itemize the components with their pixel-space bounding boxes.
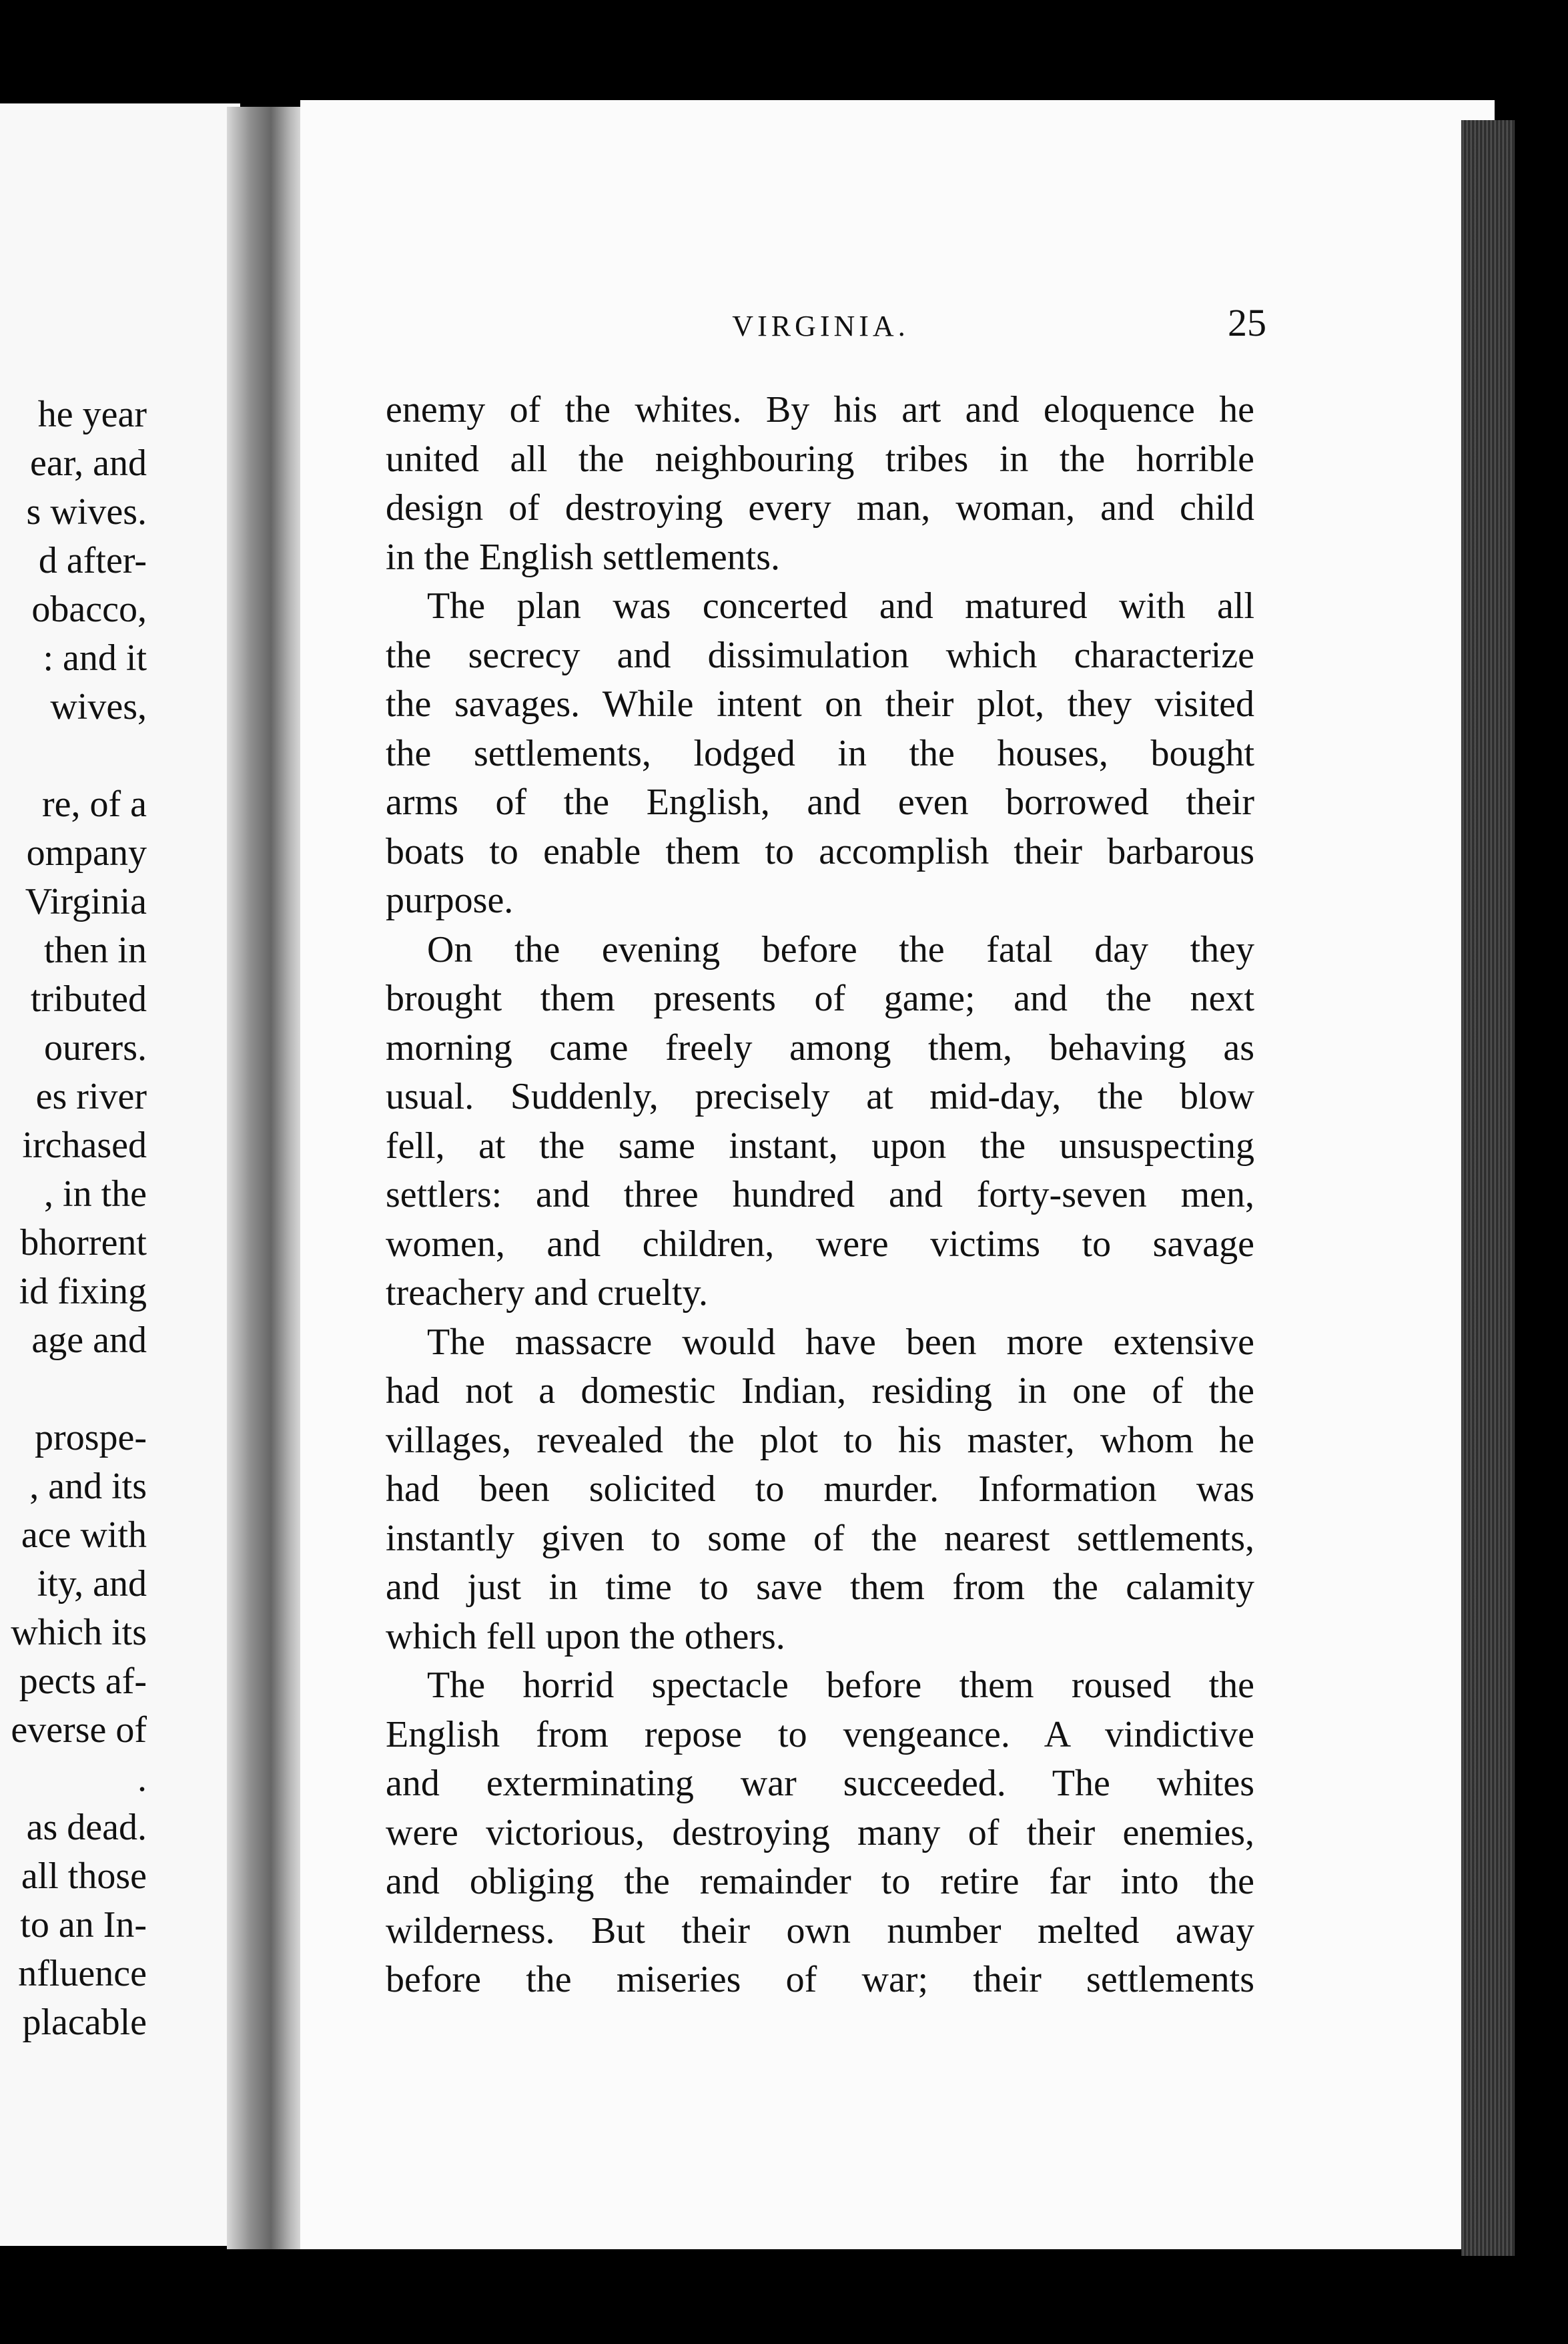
left-line: : and it bbox=[43, 637, 147, 679]
left-line: all those bbox=[21, 1855, 147, 1897]
left-line: ity, and bbox=[37, 1563, 147, 1604]
text-line: were victorious, destroying many of their enemies, bbox=[386, 1811, 1254, 1853]
book-gutter-shadow bbox=[227, 107, 307, 2249]
left-line: d after- bbox=[38, 540, 147, 581]
left-line: wives, bbox=[50, 686, 147, 727]
text-line: The plan was concerted and matured with all bbox=[427, 585, 1254, 627]
left-line: ace with bbox=[21, 1514, 147, 1556]
left-line: es river bbox=[35, 1076, 147, 1117]
left-line: , and its bbox=[29, 1466, 147, 1507]
text-line: before the miseries of war; their settlements bbox=[386, 1959, 1254, 2000]
left-line: pects af- bbox=[19, 1661, 147, 1702]
left-line: nfluence bbox=[18, 1953, 147, 1994]
text-line: morning came freely among them, behaving as bbox=[386, 1027, 1254, 1069]
left-line: , in the bbox=[44, 1173, 147, 1215]
left-line: which its bbox=[11, 1612, 147, 1653]
text-line: design of destroying every man, woman, and child bbox=[386, 487, 1254, 529]
left-line: ear, and bbox=[30, 443, 147, 484]
left-line: he year bbox=[37, 394, 147, 435]
left-line: age and bbox=[31, 1320, 147, 1361]
text-line: the settlements, lodged in the houses, bought bbox=[386, 732, 1254, 774]
text-line: which fell upon the others. bbox=[386, 1615, 785, 1657]
left-line: prospe- bbox=[35, 1417, 147, 1458]
text-line: and exterminating war succeeded. The whites bbox=[386, 1763, 1254, 1804]
left-line: s wives. bbox=[26, 491, 147, 533]
text-line: in the English settlements. bbox=[386, 536, 781, 578]
left-line-blank bbox=[0, 1365, 240, 1414]
text-line: villages, revealed the plot to his master, whom he bbox=[386, 1419, 1254, 1461]
body-text bbox=[386, 386, 1254, 2005]
text-line: women, and children, were victims to savage bbox=[386, 1223, 1254, 1265]
running-head: VIRGINIA. bbox=[732, 310, 909, 342]
left-line: ourers. bbox=[44, 1027, 147, 1069]
left-facing-page bbox=[0, 103, 240, 2246]
left-line: as dead. bbox=[26, 1807, 147, 1848]
left-page-text bbox=[0, 390, 240, 2047]
text-line: treachery and cruelty. bbox=[386, 1272, 708, 1313]
text-line: purpose. bbox=[386, 880, 514, 921]
text-line: the secrecy and dissimulation which characterize bbox=[386, 634, 1254, 676]
text-line: fell, at the same instant, upon the unsuspecting bbox=[386, 1125, 1254, 1167]
text-line: instantly given to some of the nearest settlements, bbox=[386, 1517, 1254, 1559]
text-line: On the evening before the fatal day they bbox=[427, 928, 1254, 970]
text-line: arms of the English, and even borrowed their bbox=[386, 782, 1254, 823]
left-line: to an In- bbox=[20, 1904, 147, 1946]
text-line: usual. Suddenly, precisely at mid-day, the blow bbox=[386, 1076, 1254, 1117]
left-line: placable bbox=[22, 2002, 147, 2043]
text-line: brought them presents of game; and the next bbox=[386, 978, 1254, 1019]
text-line: united all the neighbouring tribes in the horrible bbox=[386, 438, 1254, 480]
left-line: Virginia bbox=[25, 881, 147, 922]
left-line: everse of bbox=[11, 1709, 147, 1751]
left-line: tributed bbox=[30, 978, 147, 1020]
text-line: and just in time to save them from the calamity bbox=[386, 1566, 1254, 1608]
left-line: re, of a bbox=[41, 784, 147, 825]
left-line: ompany bbox=[26, 832, 147, 874]
left-line: then in bbox=[44, 930, 147, 971]
text-line: English from repose to vengeance. A vindictive bbox=[386, 1713, 1254, 1755]
text-line: and obliging the remainder to retire far into the bbox=[386, 1861, 1254, 1902]
left-line: . bbox=[137, 1758, 147, 1799]
text-line: boats to enable them to accomplish their barbarous bbox=[386, 830, 1254, 872]
page-edge-stack bbox=[1461, 120, 1515, 2256]
text-line: The massacre would have been more extensive bbox=[427, 1321, 1254, 1363]
left-line: obacco, bbox=[31, 589, 147, 630]
text-line: the savages. While intent on their plot, they visited bbox=[386, 683, 1254, 725]
text-line: had been solicited to murder. Information was bbox=[386, 1468, 1254, 1510]
text-line: wilderness. But their own number melted away bbox=[386, 1910, 1254, 1952]
text-line: settlers: and three hundred and forty-seven men, bbox=[386, 1174, 1254, 1215]
left-line-blank bbox=[0, 731, 240, 780]
text-line: The horrid spectacle before them roused the bbox=[427, 1665, 1254, 1706]
left-line: bhorrent bbox=[20, 1222, 147, 1263]
text-line: enemy of the whites. By his art and eloquence he bbox=[386, 389, 1254, 430]
left-line: id fixing bbox=[19, 1271, 147, 1312]
left-line: irchased bbox=[22, 1125, 147, 1166]
page-number: 25 bbox=[1228, 301, 1266, 344]
text-line: had not a domestic Indian, residing in one of the bbox=[386, 1370, 1254, 1412]
